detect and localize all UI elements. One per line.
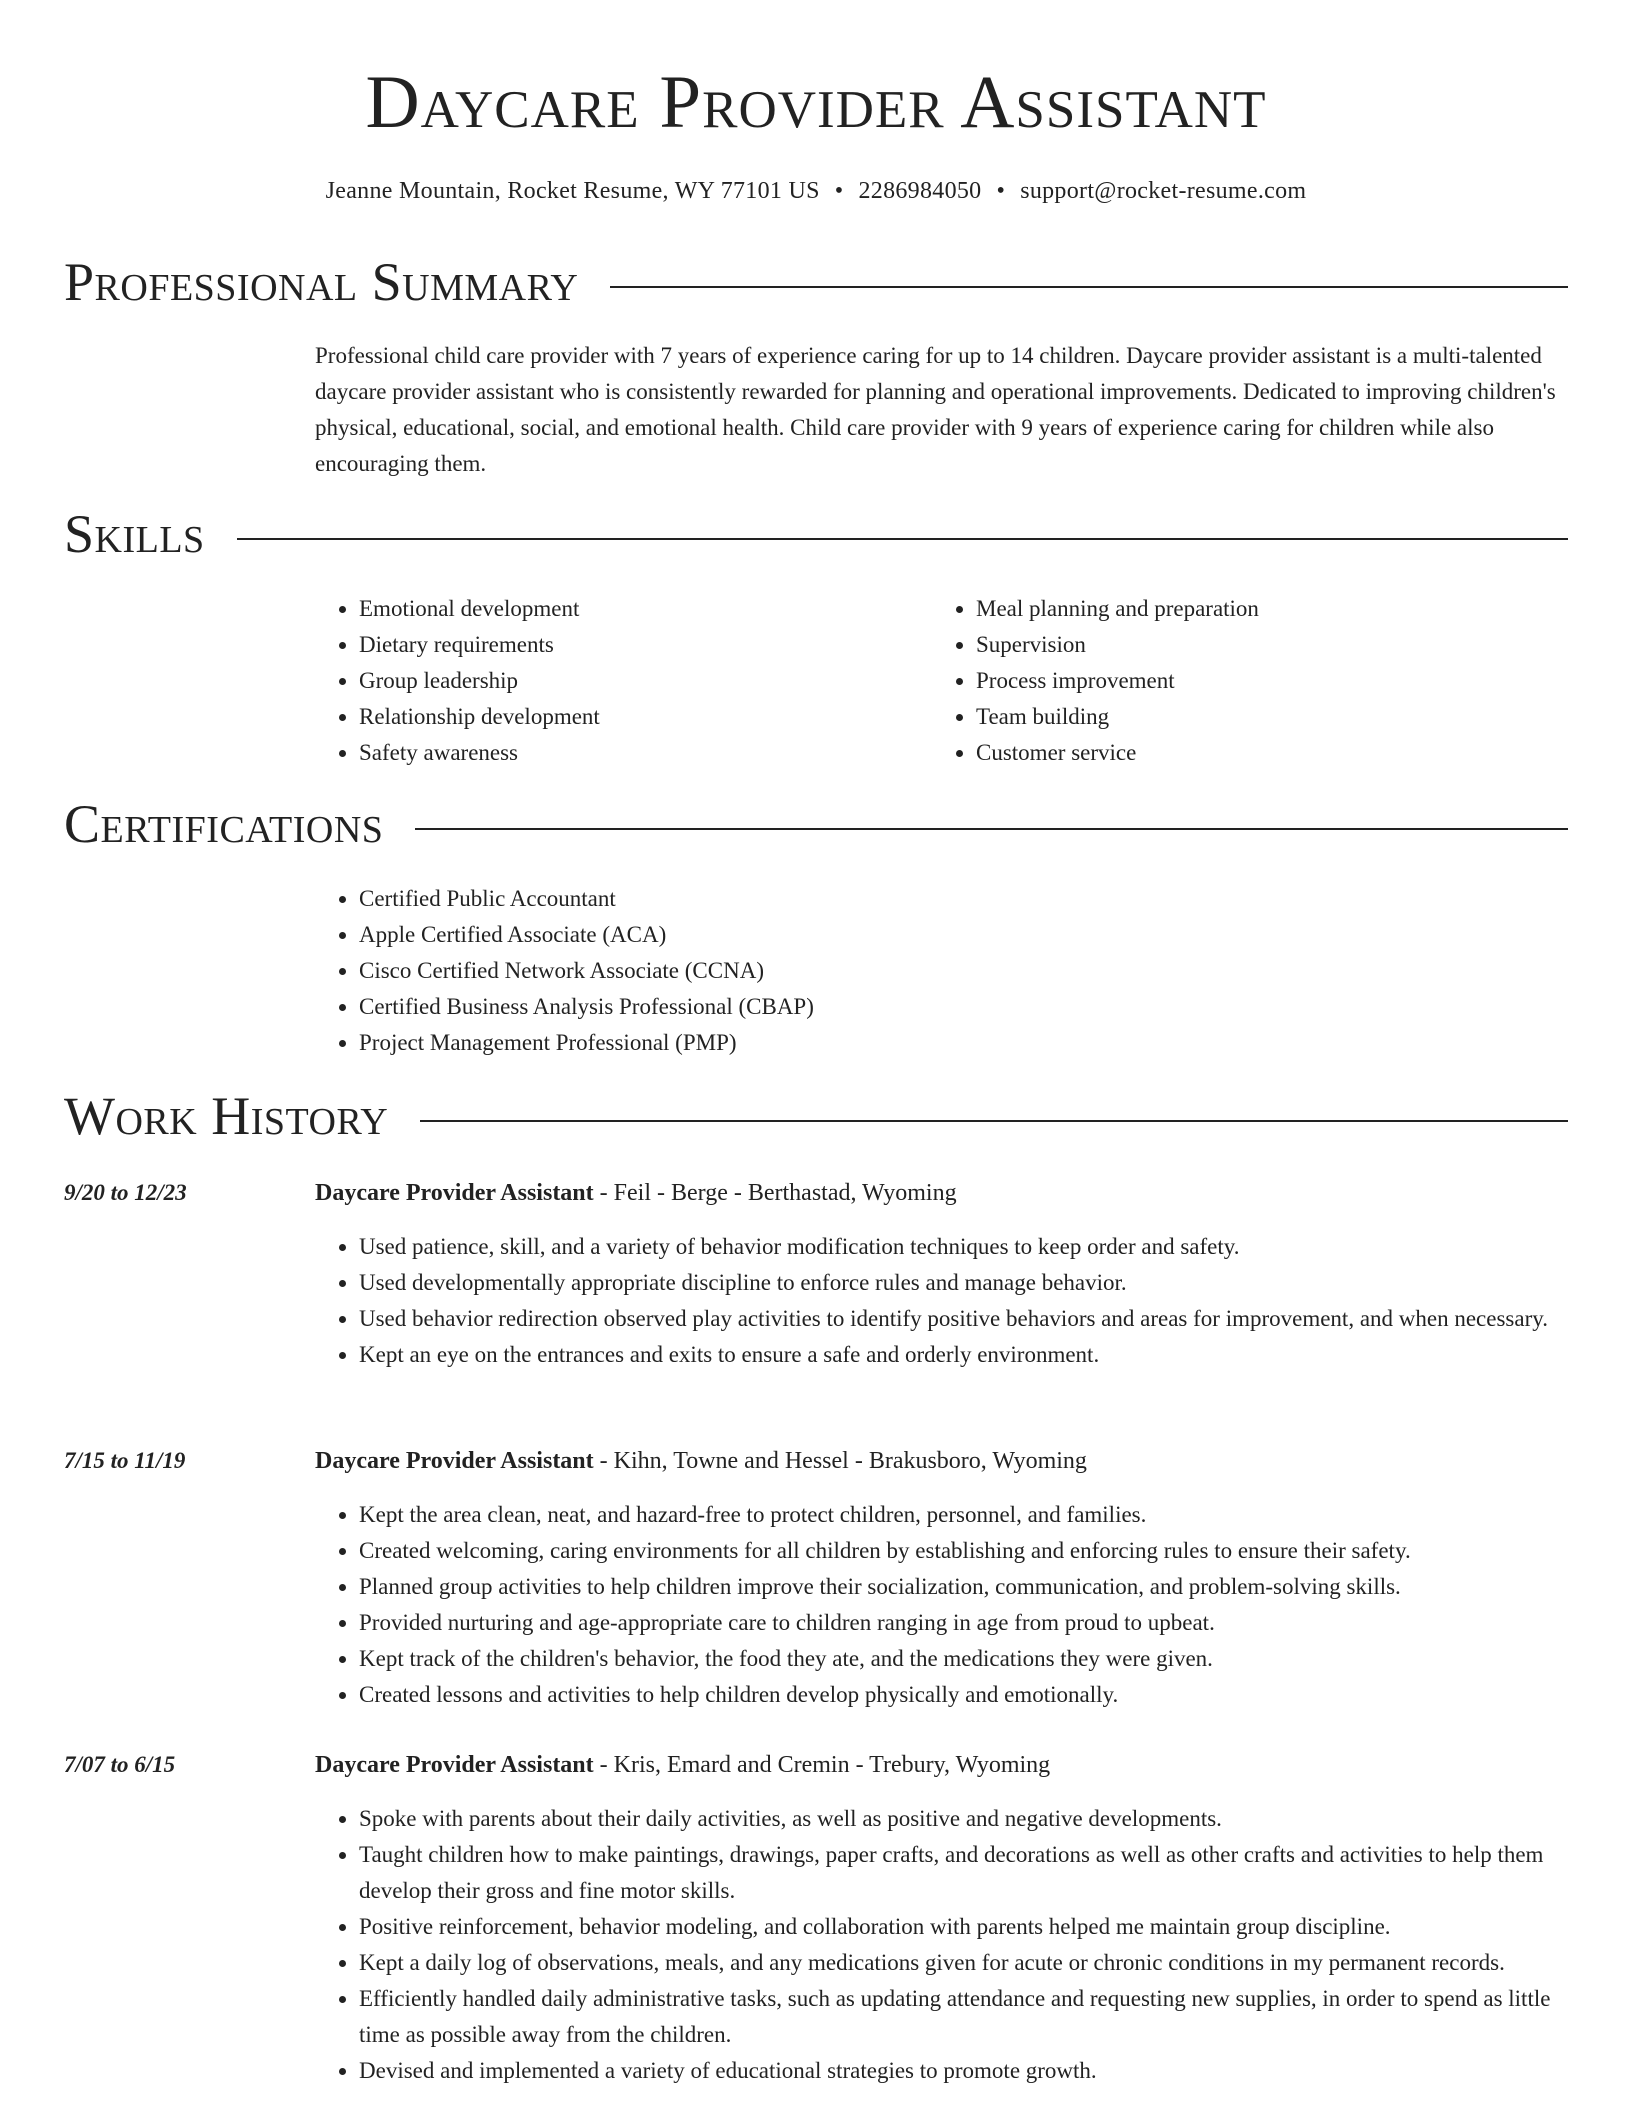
- job-bullet: • Planned group activities to help children improve their socialization, communication, and problem-solving skills.: [359, 1569, 1568, 1605]
- job-bullet: • Kept a daily log of observations, meals, and any medications given for acute or chronic conditions in my permanent records.: [359, 1945, 1568, 1981]
- certification-item: • Certified Business Analysis Professional (CBAP): [359, 989, 1568, 1025]
- job-employer: - Kihn, Towne and Hessel - Brakusboro, Wyoming: [593, 1448, 1087, 1474]
- skill-item: • Team building: [976, 699, 1492, 735]
- contact-phone: 2286984050: [858, 178, 982, 204]
- job-bullets: [315, 1497, 1568, 1713]
- skill-item: • Relationship development: [359, 699, 875, 735]
- certification-item: • Certified Public Accountant: [359, 881, 1568, 917]
- job-bullet: • Kept an eye on the entrances and exits to ensure a safe and orderly environment.: [359, 1337, 1568, 1373]
- job-bullets: [315, 1229, 1568, 1373]
- certifications-list: [315, 881, 1568, 1061]
- job-bullet: • Positive reinforcement, behavior modeling, and collaboration with parents helped me maintain group discipline.: [359, 1909, 1568, 1945]
- job-bullets: [315, 1801, 1568, 2089]
- skill-item: • Supervision: [976, 627, 1492, 663]
- job-dates: 7/15 to 11/19: [64, 1448, 186, 1473]
- section-summary-header: [64, 254, 1568, 318]
- certification-item: • Cisco Certified Network Associate (CCNA): [359, 953, 1568, 989]
- job-title-line: [315, 1747, 1568, 1783]
- job-title: Daycare Provider Assistant: [315, 1180, 594, 1206]
- contact-line: [0, 176, 1632, 206]
- job-title-line: [315, 1175, 1568, 1211]
- section-title-work: Work History: [64, 1086, 420, 1146]
- contact-email: support@rocket-resume.com: [1020, 178, 1307, 204]
- section-title-skills: Skills: [64, 504, 237, 564]
- job-title: Daycare Provider Assistant: [315, 1752, 594, 1778]
- skills-column-right: [932, 591, 1492, 771]
- resume-name: Daycare Provider Assistant: [365, 61, 1267, 144]
- section-work-header: [64, 1088, 1568, 1152]
- skill-item: • Group leadership: [359, 663, 875, 699]
- skill-item: • Safety awareness: [359, 735, 875, 771]
- skill-item: • Customer service: [976, 735, 1492, 771]
- job-bullet: • Used patience, skill, and a variety of behavior modification techniques to keep order and safety.: [359, 1229, 1568, 1265]
- skill-item: • Dietary requirements: [359, 627, 875, 663]
- job-bullet: • Used developmentally appropriate discipline to enforce rules and manage behavior.: [359, 1265, 1568, 1301]
- skill-item: • Emotional development: [359, 591, 875, 627]
- contact-separator: •: [996, 178, 1006, 204]
- section-divider: [64, 538, 1568, 540]
- job-employer: - Feil - Berge - Berthastad, Wyoming: [593, 1180, 957, 1206]
- section-certifications-header: [64, 796, 1568, 860]
- job-bullet: • Used behavior redirection observed play activities to identify positive behaviors and areas for improvement, and when necessary.: [359, 1301, 1568, 1337]
- skill-item: • Meal planning and preparation: [976, 591, 1492, 627]
- job-title: Daycare Provider Assistant: [315, 1448, 594, 1474]
- job-bullet: • Provided nurturing and age-appropriate care to children ranging in age from proud to upbeat.: [359, 1605, 1568, 1641]
- job-bullet: • Spoke with parents about their daily activities, as well as positive and negative developments.: [359, 1801, 1568, 1837]
- skill-item: • Process improvement: [976, 663, 1492, 699]
- job-bullet: • Kept track of the children's behavior, the food they ate, and the medications they were given.: [359, 1641, 1568, 1677]
- job-bullet: • Taught children how to make paintings, drawings, paper crafts, and decorations as well as other crafts and activities to help them develop their gross and fine motor skills.: [359, 1837, 1568, 1909]
- section-skills-header: [64, 506, 1568, 570]
- summary-text: Professional child care provider with 7 years of experience caring for up to 14 children. Daycare provider assistant is a multi-talented daycare provider assistant who is consistently rewarded for planning and operational improvements. Dedicated to improving children's physical, educational, social, and emotional health. Child care provider with 9 years of experience caring for children while also encouraging them.: [315, 343, 1556, 476]
- certification-item: • Apple Certified Associate (ACA): [359, 917, 1568, 953]
- certification-item: • Project Management Professional (PMP): [359, 1025, 1568, 1061]
- job-bullet: • Kept the area clean, neat, and hazard-free to protect children, personnel, and families.: [359, 1497, 1568, 1533]
- job-dates: 9/20 to 12/23: [64, 1180, 187, 1205]
- skills-column-left: [315, 591, 875, 771]
- job-employer: - Kris, Emard and Cremin - Trebury, Wyoming: [593, 1752, 1051, 1778]
- contact-separator: •: [834, 178, 844, 204]
- job-bullet: • Efficiently handled daily administrative tasks, such as updating attendance and requesting new supplies, in order to spend as little time as possible away from the children.: [359, 1981, 1568, 2053]
- job-title-line: [315, 1443, 1568, 1479]
- job-bullet: • Created lessons and activities to help children develop physically and emotionally.: [359, 1677, 1568, 1713]
- job-bullet: • Created welcoming, caring environments for all children by establishing and enforcing rules to ensure their safety.: [359, 1533, 1568, 1569]
- section-title-certifications: Certifications: [64, 794, 415, 854]
- contact-address: Jeanne Mountain, Rocket Resume, WY 77101 US: [325, 178, 820, 204]
- job-dates: 7/07 to 6/15: [64, 1752, 176, 1777]
- section-title-summary: Professional Summary: [64, 252, 610, 312]
- job-bullet: • Devised and implemented a variety of educational strategies to promote growth.: [359, 2053, 1568, 2089]
